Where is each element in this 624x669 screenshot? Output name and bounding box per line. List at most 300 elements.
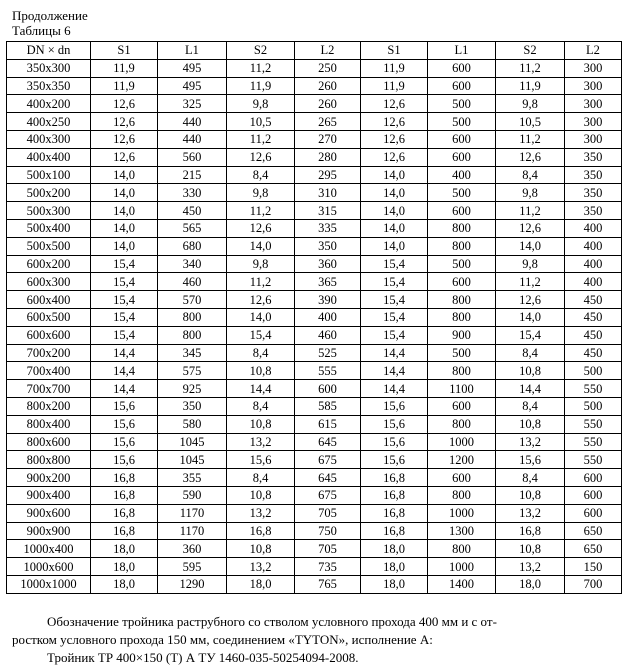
cell-dn: 500х500 [7, 237, 91, 255]
cell-s2: 11,9 [496, 77, 565, 95]
table-row [7, 237, 622, 255]
cell-dn: 700х200 [7, 344, 91, 362]
table-row [7, 344, 622, 362]
cell-l2: 300 [565, 95, 622, 113]
cell-l1: 500 [428, 113, 496, 131]
cell-s1: 12,6 [361, 148, 428, 166]
cell-dn: 600х500 [7, 308, 91, 326]
cell-l2: 675 [295, 486, 361, 504]
cell-l2: 675 [295, 451, 361, 469]
cell-l2: 280 [295, 148, 361, 166]
cell-s2: 10,5 [227, 113, 295, 131]
cell-dn: 900х600 [7, 504, 91, 522]
cell-l1: 360 [158, 540, 227, 558]
cell-l2: 765 [295, 575, 361, 593]
cell-dn: 800х400 [7, 415, 91, 433]
table-row [7, 540, 622, 558]
cell-l1: 500 [428, 255, 496, 273]
cell-s1: 14,0 [361, 202, 428, 220]
cell-s1: 12,6 [91, 113, 158, 131]
cell-l1: 800 [428, 308, 496, 326]
cell-l2: 550 [565, 433, 622, 451]
cell-l1: 595 [158, 558, 227, 576]
cell-l2: 400 [565, 273, 622, 291]
cell-s2: 8,4 [227, 344, 295, 362]
cell-l2: 315 [295, 202, 361, 220]
cell-l2: 350 [565, 184, 622, 202]
cell-l2: 350 [565, 202, 622, 220]
cell-l2: 260 [295, 95, 361, 113]
cell-s2: 8,4 [227, 469, 295, 487]
cell-s2: 13,2 [227, 433, 295, 451]
cell-l2: 500 [565, 362, 622, 380]
cell-s2: 14,4 [227, 380, 295, 398]
cell-l1: 355 [158, 469, 227, 487]
table-row [7, 308, 622, 326]
column-header-l1: L1 [158, 42, 227, 60]
cell-s2: 8,4 [227, 166, 295, 184]
cell-l1: 1045 [158, 433, 227, 451]
cell-dn: 900х200 [7, 469, 91, 487]
cell-l1: 900 [428, 326, 496, 344]
cell-l1: 600 [428, 130, 496, 148]
column-header-s2: S2 [496, 42, 565, 60]
cell-l1: 565 [158, 219, 227, 237]
cell-dn: 500х300 [7, 202, 91, 220]
cell-l1: 590 [158, 486, 227, 504]
table-row [7, 166, 622, 184]
cell-s2: 14,0 [496, 308, 565, 326]
cell-dn: 400х400 [7, 148, 91, 166]
cell-l1: 440 [158, 113, 227, 131]
cell-l2: 450 [565, 291, 622, 309]
cell-s1: 14,0 [91, 202, 158, 220]
cell-l2: 550 [565, 415, 622, 433]
cell-s2: 10,5 [496, 113, 565, 131]
cell-l2: 525 [295, 344, 361, 362]
cell-l2: 600 [565, 486, 622, 504]
cell-s2: 11,2 [496, 59, 565, 77]
cell-s1: 15,4 [91, 326, 158, 344]
table-row [7, 433, 622, 451]
cell-s1: 16,8 [361, 522, 428, 540]
table-row [7, 291, 622, 309]
cell-l2: 700 [565, 575, 622, 593]
cell-l1: 575 [158, 362, 227, 380]
cell-s2: 18,0 [227, 575, 295, 593]
cell-l2: 650 [565, 522, 622, 540]
cell-dn: 800х200 [7, 397, 91, 415]
cell-l1: 800 [158, 326, 227, 344]
table-row [7, 451, 622, 469]
cell-l1: 345 [158, 344, 227, 362]
table-row [7, 397, 622, 415]
cell-dn: 400х250 [7, 113, 91, 131]
cell-s2: 13,2 [496, 504, 565, 522]
cell-l2: 350 [295, 237, 361, 255]
cell-l1: 600 [428, 273, 496, 291]
cell-l1: 1170 [158, 522, 227, 540]
designation-note-line-2: ростком условного прохода 150 мм, соединением «TYTON», исполнение А: [12, 632, 433, 647]
cell-l2: 360 [295, 255, 361, 273]
cell-s2: 16,8 [496, 522, 565, 540]
cell-s1: 14,4 [361, 362, 428, 380]
cell-l1: 500 [428, 344, 496, 362]
cell-l1: 1100 [428, 380, 496, 398]
cell-s2: 12,6 [227, 291, 295, 309]
cell-s1: 14,0 [361, 237, 428, 255]
cell-s2: 8,4 [496, 397, 565, 415]
cell-l2: 600 [565, 504, 622, 522]
cell-s2: 11,2 [496, 202, 565, 220]
cell-s1: 15,4 [91, 273, 158, 291]
cell-s2: 8,4 [496, 166, 565, 184]
cell-l2: 750 [295, 522, 361, 540]
cell-l1: 600 [428, 77, 496, 95]
table-header-row [7, 42, 622, 60]
cell-dn: 350х300 [7, 59, 91, 77]
cell-l2: 615 [295, 415, 361, 433]
cell-s2: 11,2 [227, 130, 295, 148]
table-row [7, 326, 622, 344]
cell-dn: 1000х400 [7, 540, 91, 558]
table-row [7, 148, 622, 166]
cell-s2: 13,2 [496, 433, 565, 451]
cell-s1: 16,8 [91, 486, 158, 504]
table-row [7, 202, 622, 220]
cell-l1: 500 [428, 184, 496, 202]
cell-l1: 800 [428, 219, 496, 237]
cell-dn: 800х800 [7, 451, 91, 469]
cell-s1: 14,0 [361, 166, 428, 184]
table-row [7, 184, 622, 202]
cell-l2: 250 [295, 59, 361, 77]
cell-l2: 705 [295, 504, 361, 522]
cell-s2: 15,4 [496, 326, 565, 344]
cell-l2: 400 [565, 255, 622, 273]
table-row [7, 522, 622, 540]
cell-dn: 1000х1000 [7, 575, 91, 593]
cell-l1: 580 [158, 415, 227, 433]
cell-s2: 10,8 [227, 362, 295, 380]
cell-s1: 14,4 [361, 380, 428, 398]
cell-l1: 440 [158, 130, 227, 148]
cell-s1: 11,9 [361, 59, 428, 77]
cell-l1: 560 [158, 148, 227, 166]
cell-l2: 310 [295, 184, 361, 202]
cell-dn: 500х100 [7, 166, 91, 184]
cell-s2: 15,6 [496, 451, 565, 469]
cell-s2: 15,6 [227, 451, 295, 469]
cell-l1: 340 [158, 255, 227, 273]
cell-s2: 10,8 [227, 486, 295, 504]
cell-l1: 1000 [428, 504, 496, 522]
cell-dn: 400х300 [7, 130, 91, 148]
cell-l1: 800 [428, 237, 496, 255]
cell-s2: 18,0 [496, 575, 565, 593]
column-header-s1: S1 [91, 42, 158, 60]
table-row [7, 219, 622, 237]
cell-s1: 15,6 [361, 433, 428, 451]
cell-s2: 9,8 [227, 255, 295, 273]
cell-s2: 9,8 [227, 184, 295, 202]
column-header-s2: S2 [227, 42, 295, 60]
cell-l1: 350 [158, 397, 227, 415]
cell-s1: 18,0 [361, 558, 428, 576]
column-header-dn: DN × dn [7, 42, 91, 60]
cell-s1: 14,4 [91, 362, 158, 380]
cell-s2: 15,4 [227, 326, 295, 344]
cell-l1: 925 [158, 380, 227, 398]
cell-l2: 600 [565, 469, 622, 487]
cell-s2: 8,4 [227, 397, 295, 415]
cell-s2: 9,8 [496, 255, 565, 273]
cell-s1: 15,4 [361, 273, 428, 291]
cell-s1: 12,6 [361, 95, 428, 113]
cell-s1: 15,4 [91, 291, 158, 309]
cell-dn: 700х400 [7, 362, 91, 380]
cell-l2: 350 [565, 148, 622, 166]
cell-l1: 495 [158, 77, 227, 95]
cell-s1: 18,0 [91, 540, 158, 558]
cell-dn: 600х600 [7, 326, 91, 344]
cell-l1: 495 [158, 59, 227, 77]
cell-s1: 15,6 [91, 433, 158, 451]
table-row [7, 415, 622, 433]
caption-continuation: Продолжение [12, 8, 88, 23]
cell-s1: 14,0 [91, 184, 158, 202]
table-row [7, 504, 622, 522]
cell-s2: 10,8 [496, 362, 565, 380]
cell-s1: 12,6 [361, 130, 428, 148]
cell-l2: 260 [295, 77, 361, 95]
cell-l1: 1400 [428, 575, 496, 593]
cell-s1: 16,8 [361, 469, 428, 487]
cell-s1: 15,6 [91, 415, 158, 433]
cell-s1: 15,4 [361, 255, 428, 273]
table-row [7, 380, 622, 398]
table-row [7, 575, 622, 593]
cell-s2: 9,8 [227, 95, 295, 113]
cell-l1: 600 [428, 59, 496, 77]
cell-s1: 15,6 [91, 397, 158, 415]
cell-s2: 14,0 [227, 237, 295, 255]
cell-s1: 11,9 [361, 77, 428, 95]
cell-dn: 500х400 [7, 219, 91, 237]
table-row [7, 558, 622, 576]
cell-l2: 400 [565, 237, 622, 255]
cell-s1: 15,4 [361, 326, 428, 344]
cell-s2: 16,8 [227, 522, 295, 540]
table-row [7, 77, 622, 95]
table-row [7, 362, 622, 380]
cell-dn: 350х350 [7, 77, 91, 95]
cell-l1: 215 [158, 166, 227, 184]
cell-l2: 300 [565, 77, 622, 95]
cell-s1: 15,6 [91, 451, 158, 469]
table-row [7, 255, 622, 273]
column-header-l1: L1 [428, 42, 496, 60]
cell-l2: 585 [295, 397, 361, 415]
cell-s2: 8,4 [496, 344, 565, 362]
cell-l2: 265 [295, 113, 361, 131]
cell-l2: 300 [565, 130, 622, 148]
cell-s2: 14,4 [496, 380, 565, 398]
table-row [7, 130, 622, 148]
cell-s2: 13,2 [496, 558, 565, 576]
cell-l1: 450 [158, 202, 227, 220]
dimensions-table [6, 41, 622, 594]
cell-l1: 800 [428, 415, 496, 433]
cell-l2: 460 [295, 326, 361, 344]
cell-s1: 14,4 [91, 380, 158, 398]
cell-s2: 14,0 [496, 237, 565, 255]
cell-s1: 15,6 [361, 451, 428, 469]
cell-l2: 550 [565, 380, 622, 398]
cell-s2: 11,2 [496, 130, 565, 148]
cell-s1: 15,4 [91, 308, 158, 326]
cell-l2: 550 [565, 451, 622, 469]
cell-l2: 335 [295, 219, 361, 237]
cell-l2: 400 [295, 308, 361, 326]
cell-dn: 1000х600 [7, 558, 91, 576]
cell-dn: 600х400 [7, 291, 91, 309]
cell-l1: 1300 [428, 522, 496, 540]
cell-s1: 16,8 [91, 504, 158, 522]
cell-l1: 600 [428, 202, 496, 220]
cell-s2: 11,2 [227, 59, 295, 77]
designation-note-line-1: Обозначение тройника раструбного со стволом условного прохода 400 мм и с от- [47, 614, 497, 629]
table-row [7, 486, 622, 504]
cell-l2: 400 [565, 219, 622, 237]
cell-s1: 18,0 [91, 558, 158, 576]
cell-s2: 13,2 [227, 558, 295, 576]
cell-l2: 450 [565, 326, 622, 344]
cell-s1: 18,0 [361, 575, 428, 593]
cell-l1: 600 [428, 469, 496, 487]
cell-s2: 9,8 [496, 184, 565, 202]
cell-s2: 10,8 [227, 540, 295, 558]
cell-l1: 1200 [428, 451, 496, 469]
table-row [7, 113, 622, 131]
cell-l2: 500 [565, 397, 622, 415]
cell-l1: 325 [158, 95, 227, 113]
cell-s2: 12,6 [496, 148, 565, 166]
cell-l2: 705 [295, 540, 361, 558]
cell-s2: 14,0 [227, 308, 295, 326]
cell-l1: 1170 [158, 504, 227, 522]
cell-l2: 735 [295, 558, 361, 576]
cell-dn: 600х300 [7, 273, 91, 291]
cell-l1: 800 [428, 362, 496, 380]
table-row [7, 273, 622, 291]
cell-s2: 10,8 [227, 415, 295, 433]
cell-s1: 16,8 [91, 522, 158, 540]
cell-s1: 11,9 [91, 77, 158, 95]
cell-s1: 14,0 [91, 166, 158, 184]
cell-l1: 1000 [428, 433, 496, 451]
cell-s1: 16,8 [91, 469, 158, 487]
cell-dn: 900х400 [7, 486, 91, 504]
table-row [7, 469, 622, 487]
caption-table-number: Таблицы 6 [12, 23, 71, 38]
cell-l2: 650 [565, 540, 622, 558]
cell-l1: 800 [428, 291, 496, 309]
cell-l2: 295 [295, 166, 361, 184]
cell-l2: 555 [295, 362, 361, 380]
cell-dn: 500х200 [7, 184, 91, 202]
cell-s1: 18,0 [361, 540, 428, 558]
cell-l2: 150 [565, 558, 622, 576]
cell-l2: 450 [565, 308, 622, 326]
cell-s2: 11,2 [227, 202, 295, 220]
cell-l1: 680 [158, 237, 227, 255]
cell-l2: 300 [565, 113, 622, 131]
cell-s2: 10,8 [496, 540, 565, 558]
cell-l1: 500 [428, 95, 496, 113]
cell-s1: 12,6 [91, 148, 158, 166]
cell-l2: 365 [295, 273, 361, 291]
cell-s2: 9,8 [496, 95, 565, 113]
cell-dn: 400х200 [7, 95, 91, 113]
table-row [7, 59, 622, 77]
column-header-l2: L2 [565, 42, 622, 60]
cell-dn: 800х600 [7, 433, 91, 451]
cell-s2: 10,8 [496, 415, 565, 433]
cell-l2: 645 [295, 469, 361, 487]
cell-l1: 570 [158, 291, 227, 309]
cell-l1: 600 [428, 397, 496, 415]
cell-l2: 450 [565, 344, 622, 362]
cell-s1: 15,4 [361, 291, 428, 309]
column-header-l2: L2 [295, 42, 361, 60]
cell-s2: 12,6 [227, 148, 295, 166]
cell-s2: 11,2 [227, 273, 295, 291]
cell-l2: 300 [565, 59, 622, 77]
cell-s1: 14,0 [361, 184, 428, 202]
cell-s1: 14,4 [91, 344, 158, 362]
cell-s1: 15,6 [361, 415, 428, 433]
cell-l2: 350 [565, 166, 622, 184]
column-header-s1: S1 [361, 42, 428, 60]
cell-s2: 8,4 [496, 469, 565, 487]
cell-s2: 13,2 [227, 504, 295, 522]
cell-l2: 390 [295, 291, 361, 309]
cell-l1: 600 [428, 148, 496, 166]
cell-s1: 18,0 [91, 575, 158, 593]
table-row [7, 95, 622, 113]
cell-s1: 14,0 [91, 237, 158, 255]
cell-l1: 800 [428, 486, 496, 504]
cell-s1: 15,6 [361, 397, 428, 415]
cell-l1: 1045 [158, 451, 227, 469]
cell-s1: 11,9 [91, 59, 158, 77]
cell-l1: 800 [428, 540, 496, 558]
cell-s1: 15,4 [361, 308, 428, 326]
cell-l2: 270 [295, 130, 361, 148]
cell-dn: 700х700 [7, 380, 91, 398]
cell-s2: 11,2 [496, 273, 565, 291]
cell-l1: 330 [158, 184, 227, 202]
cell-s2: 12,6 [496, 291, 565, 309]
cell-l1: 460 [158, 273, 227, 291]
cell-s1: 14,4 [361, 344, 428, 362]
cell-dn: 900х900 [7, 522, 91, 540]
cell-s1: 12,6 [91, 95, 158, 113]
cell-l2: 645 [295, 433, 361, 451]
cell-s1: 12,6 [361, 113, 428, 131]
cell-l1: 1290 [158, 575, 227, 593]
